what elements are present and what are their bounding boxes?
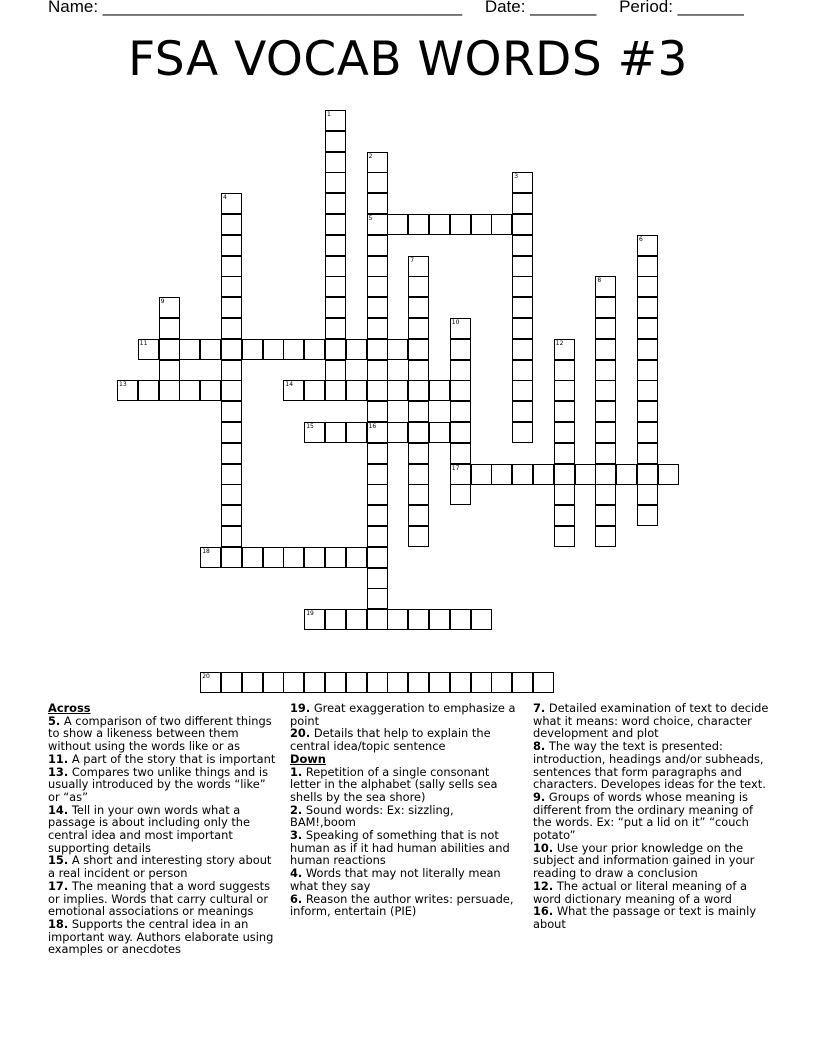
grid-cell[interactable] (346, 609, 367, 630)
clue-number: 1 (327, 111, 331, 118)
grid-cell[interactable] (200, 339, 221, 360)
grid-cell[interactable] (450, 484, 471, 505)
grid-cell[interactable] (595, 401, 616, 422)
grid-cell[interactable] (533, 672, 554, 693)
clue-number: 9 (160, 298, 165, 306)
grid-cell[interactable] (429, 422, 450, 443)
grid-cell[interactable] (304, 380, 325, 401)
grid-cell[interactable] (637, 422, 658, 443)
clue-column-1 (48, 702, 280, 956)
grid-cell[interactable] (221, 235, 242, 256)
grid-cell[interactable] (512, 339, 533, 360)
date-field: Date: _______ (484, 0, 597, 16)
clue-item: 11. A part of the story that is important (48, 751, 276, 766)
clue-item: 9. Groups of words whose meaning is different from the ordinary meaning of the words. Ex: “put a lid on it” “couch potato” (533, 789, 754, 843)
grid-cell[interactable] (450, 380, 471, 401)
clue-item: 5. A comparison of two different things to show a likeness between them without using the words like or as (48, 713, 272, 754)
grid-cell[interactable] (408, 214, 429, 235)
clue-item: 19. Great exaggeration to emphasize a point (290, 701, 516, 728)
grid-cell[interactable] (408, 380, 429, 401)
grid-cell[interactable] (387, 672, 408, 693)
grid-cell[interactable] (283, 672, 304, 693)
grid-cell[interactable] (595, 297, 616, 318)
grid-cell[interactable] (346, 547, 367, 568)
clue-column-2 (290, 702, 522, 918)
grid-cell[interactable] (387, 380, 408, 401)
grid-cell[interactable] (408, 297, 429, 318)
grid-cell[interactable] (408, 672, 429, 693)
clue-item: 4. Words that may not literally mean what they say (290, 866, 501, 893)
grid-cell[interactable] (367, 609, 388, 630)
grid-cell[interactable] (387, 609, 408, 630)
grid-cell[interactable] (221, 318, 242, 339)
grid-cell[interactable] (637, 297, 658, 318)
grid-cell[interactable] (408, 484, 429, 505)
grid-cell[interactable] (512, 256, 533, 277)
clue-item: 17. The meaning that a word suggests or implies. Words that carry cultural or emotional associations or meanings (48, 878, 271, 919)
grid-cell[interactable] (637, 484, 658, 505)
grid-cell[interactable] (325, 256, 346, 277)
grid-cell[interactable] (325, 193, 346, 214)
grid-cell[interactable] (367, 464, 388, 485)
grid-cell[interactable] (367, 297, 388, 318)
grid-cell[interactable] (367, 526, 388, 547)
clue-number: 8 (597, 277, 602, 285)
clue-item: 12. The actual or literal meaning of a word dictionary meaning of a word (533, 878, 747, 906)
clue-item: 3. Speaking of something that is not human as if it had human abilities and human reactions (290, 828, 510, 868)
grid-cell[interactable] (159, 318, 180, 339)
grid-cell[interactable] (367, 172, 388, 193)
grid-cell[interactable] (450, 214, 471, 235)
grid-cell[interactable] (471, 672, 492, 693)
page-title: FSA VOCAB WORDS #3 (128, 32, 688, 87)
grid-cell[interactable] (554, 443, 575, 464)
clue-item: 14. Tell in your own words what a passage is about including only the central idea and most important supporting details (48, 802, 251, 855)
grid-cell[interactable] (304, 547, 325, 568)
grid-cell[interactable] (221, 401, 242, 422)
grid-cell[interactable] (304, 672, 325, 693)
grid-cell[interactable] (429, 672, 450, 693)
grid-cell[interactable] (367, 318, 388, 339)
grid-cell[interactable] (367, 380, 388, 401)
clue-item: 18. Supports the central idea in an important way. Authors elaborate using examples or anecdotes (48, 916, 274, 957)
grid-cell[interactable] (221, 422, 242, 443)
grid-cell[interactable] (221, 672, 242, 693)
clue-number: 10 (451, 319, 460, 326)
grid-cell[interactable] (221, 360, 242, 381)
grid-cell[interactable] (450, 672, 471, 693)
clue-number: 12 (555, 339, 564, 347)
grid-cell[interactable] (491, 464, 512, 485)
grid-cell[interactable] (637, 318, 658, 339)
grid-cell[interactable] (512, 235, 533, 256)
clue-number: 6 (639, 235, 643, 243)
clue-item: 15. A short and interesting story about a real incident or person (48, 853, 272, 881)
grid-cell[interactable] (491, 672, 512, 693)
grid-cell[interactable] (346, 339, 367, 360)
grid-cell[interactable] (637, 505, 658, 526)
clue-item: 1. Repetition of a single consonant letter in the alphabet (sally sells sea shells by the sea shore) (290, 764, 498, 804)
grid-cell[interactable] (512, 360, 533, 381)
grid-cell[interactable] (512, 297, 533, 318)
grid-cell[interactable] (221, 297, 242, 318)
grid-cell[interactable] (367, 401, 388, 422)
grid-cell[interactable] (408, 443, 429, 464)
grid-cell[interactable] (512, 380, 533, 401)
grid-cell[interactable] (367, 443, 388, 464)
grid-cell[interactable] (554, 360, 575, 381)
grid-cell[interactable] (159, 339, 180, 360)
grid-cell[interactable] (221, 443, 242, 464)
grid-cell[interactable] (325, 672, 346, 693)
grid-cell[interactable] (637, 339, 658, 360)
clue-item: 20. Details that help to explain the central idea/topic sentence (290, 726, 491, 754)
clue-item: 8. The way the text is presented: introduction, headings and/or subheads, sentences that form paragraphs and characters. Developes ideas for the text. (533, 739, 766, 792)
grid-cell[interactable] (408, 318, 429, 339)
grid-cell[interactable] (512, 464, 533, 485)
grid-cell[interactable] (263, 547, 284, 568)
grid-cell[interactable] (637, 380, 658, 401)
grid-cell[interactable] (408, 505, 429, 526)
clue-item: 6. Reason the author writes: persuade, inform, entertain (PIE) (290, 891, 514, 919)
clue-column-3 (533, 702, 773, 931)
down-heading: Down (290, 751, 326, 766)
grid-cell[interactable] (346, 380, 367, 401)
grid-cell[interactable] (595, 318, 616, 339)
grid-cell[interactable] (325, 172, 346, 193)
grid-cell[interactable] (408, 422, 429, 443)
grid-cell[interactable] (221, 380, 242, 401)
grid-cell[interactable] (221, 339, 242, 360)
grid-cell[interactable] (367, 256, 388, 277)
grid-cell[interactable] (429, 380, 450, 401)
clue-number: 4 (223, 194, 227, 202)
grid-cell[interactable] (179, 339, 200, 360)
period-field: Period: _______ (619, 0, 744, 16)
clue-number: 18 (202, 547, 210, 555)
grid-cell[interactable] (221, 276, 242, 297)
grid-cell[interactable] (595, 484, 616, 505)
grid-cell[interactable] (325, 276, 346, 297)
grid-cell[interactable] (159, 380, 180, 401)
grid-cell[interactable] (408, 401, 429, 422)
grid-cell[interactable] (637, 276, 658, 297)
grid-cell[interactable] (533, 464, 554, 485)
grid-cell[interactable] (283, 339, 304, 360)
grid-cell[interactable] (367, 193, 388, 214)
clue-number: 3 (514, 173, 519, 181)
grid-cell[interactable] (221, 526, 242, 547)
clue-number: 13 (119, 381, 127, 389)
grid-cell[interactable] (616, 464, 637, 485)
grid-cell[interactable] (221, 214, 242, 235)
grid-cell[interactable] (221, 464, 242, 485)
grid-cell[interactable] (325, 339, 346, 360)
grid-cell[interactable] (325, 235, 346, 256)
grid-cell[interactable] (387, 422, 408, 443)
grid-cell[interactable] (429, 609, 450, 630)
grid-cell[interactable] (408, 464, 429, 485)
clue-number: 15 (306, 423, 314, 430)
grid-cell[interactable] (325, 360, 346, 381)
grid-cell[interactable] (367, 484, 388, 505)
grid-cell[interactable] (658, 464, 679, 485)
grid-cell[interactable] (512, 401, 533, 422)
grid-cell[interactable] (450, 401, 471, 422)
grid-cell[interactable] (554, 401, 575, 422)
grid-cell[interactable] (595, 443, 616, 464)
grid-cell[interactable] (346, 672, 367, 693)
grid-cell[interactable] (367, 235, 388, 256)
grid-cell[interactable] (512, 276, 533, 297)
grid-cell[interactable] (325, 318, 346, 339)
grid-cell[interactable] (179, 380, 200, 401)
grid-cell[interactable] (408, 360, 429, 381)
grid-cell[interactable] (242, 672, 263, 693)
clue-number: 20 (202, 672, 210, 680)
grid-cell[interactable] (346, 422, 367, 443)
grid-cell[interactable] (325, 152, 346, 173)
grid-cell[interactable] (554, 422, 575, 443)
grid-cell[interactable] (408, 609, 429, 630)
grid-cell[interactable] (387, 214, 408, 235)
clue-number: 11 (139, 339, 148, 347)
grid-cell[interactable] (554, 464, 575, 485)
grid-cell[interactable] (491, 214, 512, 235)
clue-item: 10. Use your prior knowledge on the subject and information gained in your reading to draw a conclusion (533, 840, 755, 881)
grid-cell[interactable] (325, 547, 346, 568)
grid-cell[interactable] (450, 360, 471, 381)
grid-cell[interactable] (450, 443, 471, 464)
grid-cell[interactable] (637, 464, 658, 485)
grid-cell[interactable] (325, 297, 346, 318)
grid-cell[interactable] (221, 505, 242, 526)
grid-cell[interactable] (595, 505, 616, 526)
grid-cell[interactable] (367, 360, 388, 381)
grid-cell[interactable] (367, 339, 388, 360)
grid-cell[interactable] (325, 380, 346, 401)
grid-cell[interactable] (387, 339, 408, 360)
grid-cell[interactable] (637, 401, 658, 422)
grid-cell[interactable] (367, 276, 388, 297)
grid-cell[interactable] (512, 672, 533, 693)
grid-cell[interactable] (429, 214, 450, 235)
grid-cell[interactable] (367, 547, 388, 568)
grid-cell[interactable] (471, 609, 492, 630)
grid-cell[interactable] (325, 609, 346, 630)
name-field: Name: ______________________________________ (48, 0, 463, 16)
grid-cell[interactable] (325, 422, 346, 443)
grid-cell[interactable] (367, 588, 388, 609)
grid-cell[interactable] (450, 609, 471, 630)
grid-cell[interactable] (512, 214, 533, 235)
clue-number: 14 (285, 381, 294, 389)
grid-cell[interactable] (595, 339, 616, 360)
grid-cell[interactable] (367, 505, 388, 526)
grid-cell[interactable] (263, 339, 284, 360)
grid-cell[interactable] (450, 422, 471, 443)
grid-cell[interactable] (325, 131, 346, 152)
grid-cell[interactable] (554, 484, 575, 505)
clue-number: 5 (368, 215, 373, 222)
grid-cell[interactable] (221, 484, 242, 505)
grid-cell[interactable] (408, 339, 429, 360)
grid-cell[interactable] (637, 256, 658, 277)
grid-cell[interactable] (512, 193, 533, 214)
grid-cell[interactable] (367, 568, 388, 589)
grid-cell[interactable] (263, 672, 284, 693)
grid-cell[interactable] (554, 380, 575, 401)
grid-cell[interactable] (367, 672, 388, 693)
grid-cell[interactable] (221, 547, 242, 568)
grid-cell[interactable] (595, 422, 616, 443)
grid-cell[interactable] (221, 256, 242, 277)
clue-item: 16. What the passage or text is mainly about (533, 904, 757, 931)
grid-cell[interactable] (575, 464, 596, 485)
grid-cell[interactable] (512, 318, 533, 339)
grid-cell[interactable] (325, 214, 346, 235)
clue-number: 19 (306, 610, 314, 618)
grid-cell[interactable] (554, 526, 575, 547)
grid-cell[interactable] (595, 360, 616, 381)
clue-number: 16 (368, 423, 377, 430)
clue-item: 2. Sound words: Ex: sizzling, BAM!,boom (290, 802, 454, 830)
grid-cell[interactable] (408, 526, 429, 547)
grid-cell[interactable] (512, 422, 533, 443)
grid-cell[interactable] (595, 380, 616, 401)
grid-cell[interactable] (637, 360, 658, 381)
grid-cell[interactable] (471, 214, 492, 235)
grid-cell[interactable] (595, 526, 616, 547)
grid-cell[interactable] (242, 339, 263, 360)
grid-cell[interactable] (304, 339, 325, 360)
grid-cell[interactable] (471, 464, 492, 485)
grid-cell[interactable] (637, 443, 658, 464)
clue-number: 7 (410, 256, 415, 264)
across-list-a (48, 715, 280, 956)
grid-cell[interactable] (595, 464, 616, 485)
grid-cell[interactable] (242, 547, 263, 568)
grid-cell[interactable] (450, 339, 471, 360)
clue-number: 2 (368, 152, 373, 160)
grid-cell[interactable] (283, 547, 304, 568)
grid-cell[interactable] (554, 505, 575, 526)
clue-item: 7. Detailed examination of text to decide what it means: word choice, character development and plot (533, 701, 769, 741)
across-heading: Across (48, 701, 91, 715)
clue-number: 17 (451, 464, 460, 472)
grid-cell[interactable] (138, 380, 159, 401)
grid-cell[interactable] (408, 276, 429, 297)
grid-cell[interactable] (159, 360, 180, 381)
grid-cell[interactable] (200, 380, 221, 401)
clue-item: 13. Compares two unlike things and is usually introduced by the words “like” or “as” (48, 764, 269, 804)
